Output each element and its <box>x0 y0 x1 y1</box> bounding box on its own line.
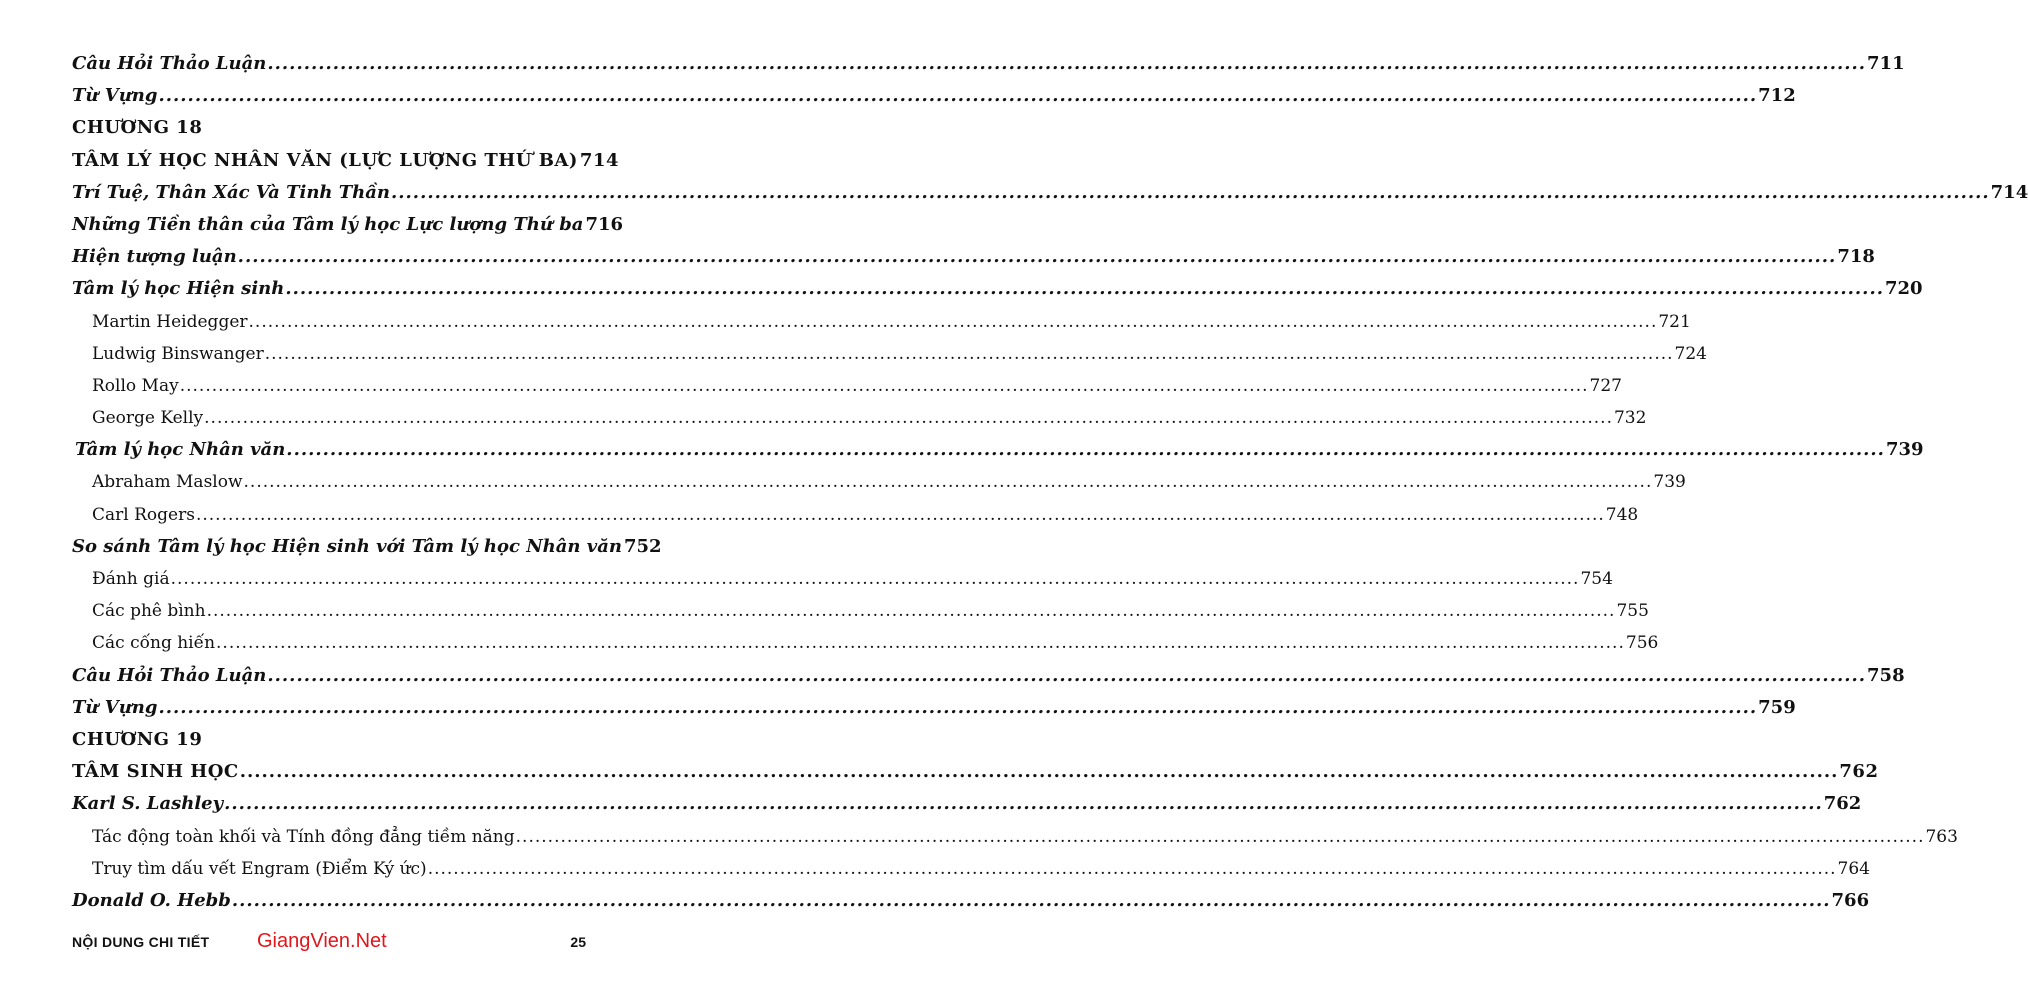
toc-entry <box>72 821 1958 853</box>
watermark-text: GiangVien.Net <box>257 930 387 952</box>
toc-entry <box>72 531 662 563</box>
toc-entry-title: Những Tiền thân của Tâm lý học Lực lượng Thứ ba <box>72 213 584 235</box>
toc-entry <box>72 338 1707 370</box>
dot-leader: ............................................................................................................................................................................................................................ <box>224 793 1823 815</box>
dot-leader: ............................................................................................................................................................................................................................ <box>237 246 1837 268</box>
dot-leader: ............................................................................................................................................................................................................................ <box>195 504 1605 525</box>
toc-entry <box>72 48 1905 80</box>
dot-leader: ............................................................................................................................................................................................................................ <box>285 278 1884 300</box>
toc-entry-page: 732 <box>1613 408 1647 429</box>
dot-leader: ............................................................................................................................................................................................................................ <box>204 408 1613 429</box>
toc-entry <box>72 627 1659 659</box>
toc-entry-title: Các cống hiến <box>92 633 216 654</box>
toc-entry <box>72 306 1691 338</box>
dot-leader: ............................................................................................................................................................................................................................ <box>179 375 1589 396</box>
dot-leader: ............................................................................................................................................................................................................................ <box>515 826 1925 847</box>
toc-entry-title: George Kelly <box>92 408 204 429</box>
toc-entry-page: 711 <box>1867 53 1905 74</box>
toc-entry-title: Câu Hỏi Thảo Luận <box>72 53 267 74</box>
toc-entry-title: Các phê bình <box>92 601 206 622</box>
toc-entry <box>72 177 2028 209</box>
toc-entry-title: Ludwig Binswanger <box>92 343 264 364</box>
toc-entry-title: Tác động toàn khối và Tính đồng đẳng tiềm năng <box>92 826 515 847</box>
toc-entry-title: Karl S. Lashley <box>72 793 224 815</box>
toc-entry-title: Từ Vựng <box>72 85 158 107</box>
toc-entry <box>72 499 1639 531</box>
toc-entry <box>72 209 624 241</box>
toc-entry-title: Abraham Maslow <box>92 472 243 493</box>
toc-entry-page: 739 <box>1885 439 1924 461</box>
toc-entry-title: Đánh giá <box>92 569 170 589</box>
dot-leader: ............................................................................................................................................................................................................................ <box>391 181 1990 203</box>
dot-leader: ............................................................................................................................................................................................................................ <box>264 343 1674 364</box>
dot-leader: ............................................................................................................................................................................................................................ <box>248 311 1658 332</box>
dot-leader: ............................................................................................................................................................................................................................ <box>231 889 1831 911</box>
toc-entry-page: 714 <box>579 149 619 171</box>
running-header-title: NỘI DUNG CHI TIẾT <box>72 934 210 950</box>
toc-entry <box>72 402 1647 434</box>
toc-entry <box>72 434 1924 466</box>
toc-entry-page: 759 <box>1758 696 1796 718</box>
toc-entry <box>72 241 1875 273</box>
toc-entry-title: Rollo May <box>92 375 179 396</box>
page-number: 25 <box>570 934 586 950</box>
toc-entry-page: 712 <box>1758 85 1796 107</box>
toc-entry-page: 763 <box>1925 826 1958 847</box>
toc-entry-page: 762 <box>1823 793 1862 815</box>
toc-entry-page: 755 <box>1616 601 1649 622</box>
toc-entry <box>72 145 619 177</box>
chapter-heading <box>72 112 586 144</box>
toc-entry-title: TÂM LÝ HỌC NHÂN VĂN (LỰC LƯỢNG THỨ BA) <box>72 149 578 171</box>
toc-entry <box>72 660 1905 692</box>
dot-leader: ............................................................................................................................................................................................................................ <box>206 601 1616 622</box>
toc-entry-title: Câu Hỏi Thảo Luận <box>72 664 267 686</box>
toc-entry <box>72 885 1870 917</box>
toc-entry <box>72 853 1870 885</box>
toc-entry <box>72 466 1686 498</box>
toc-entry-page: 716 <box>585 213 624 235</box>
toc-entry-title: CHƯƠNG 19 <box>72 728 203 750</box>
toc-entry-page: 764 <box>1837 858 1870 879</box>
toc-entry-title: Martin Heidegger <box>92 311 248 332</box>
table-of-contents <box>72 48 2028 917</box>
toc-entry-title: Carl Rogers <box>92 504 195 525</box>
dot-leader: ............................................................................................................................................................................................................................ <box>267 53 1867 74</box>
toc-entry-title: Trí Tuệ, Thân Xác Và Tinh Thần <box>72 181 390 203</box>
toc-entry-title: Hiện tượng luận <box>72 246 237 268</box>
chapter-heading <box>72 724 586 756</box>
toc-entry-page: 739 <box>1653 472 1686 493</box>
toc-entry-title: Từ Vựng <box>72 696 158 718</box>
dot-leader: ............................................................................................................................................................................................................................ <box>170 569 1580 589</box>
dot-leader: ............................................................................................................................................................................................................................ <box>158 696 1758 718</box>
toc-entry-page: 758 <box>1867 664 1905 686</box>
toc-entry-page: 718 <box>1837 246 1875 268</box>
toc-entry-title: CHƯƠNG 18 <box>72 117 203 139</box>
dot-leader: ............................................................................................................................................................................................................................ <box>243 472 1653 493</box>
toc-entry-page: 720 <box>1884 278 1923 300</box>
toc-entry-page: 756 <box>1625 633 1659 654</box>
toc-entry-title: Donald O. Hebb <box>72 889 231 911</box>
toc-entry <box>72 692 1796 724</box>
toc-entry-page: 754 <box>1580 569 1613 589</box>
toc-entry-page: 727 <box>1589 375 1622 396</box>
dot-leader: ............................................................................................................................................................................................................................ <box>427 858 1837 879</box>
dot-leader: ............................................................................................................................................................................................................................ <box>267 664 1867 686</box>
toc-entry <box>72 756 1879 788</box>
toc-entry-title: So sánh Tâm lý học Hiện sinh với Tâm lý học Nhân văn <box>72 535 622 557</box>
toc-entry <box>72 273 1923 305</box>
toc-entry-title: Tâm lý học Nhân văn <box>75 439 286 461</box>
toc-entry <box>72 788 1862 820</box>
toc-entry-page: 721 <box>1658 311 1691 332</box>
toc-entry <box>72 80 1796 112</box>
toc-entry-page: 752 <box>623 535 662 557</box>
toc-entry-page: 766 <box>1831 889 1870 911</box>
toc-entry-title: Truy tìm dấu vết Engram (Điểm Ký ức) <box>92 858 427 879</box>
toc-entry-page: 714 <box>1990 181 2028 203</box>
toc-entry <box>72 595 1649 627</box>
dot-leader: ............................................................................................................................................................................................................................ <box>158 85 1758 107</box>
toc-entry <box>72 563 1613 595</box>
dot-leader: ............................................................................................................................................................................................................................ <box>216 633 1625 654</box>
toc-entry-page: 762 <box>1839 761 1879 783</box>
toc-entry-page: 724 <box>1674 343 1707 364</box>
toc-entry-title: TÂM SINH HỌC <box>72 761 239 783</box>
dot-leader: ............................................................................................................................................................................................................................ <box>239 761 1839 783</box>
toc-entry-page: 748 <box>1605 504 1639 525</box>
toc-entry-title: Tâm lý học Hiện sinh <box>72 278 285 300</box>
toc-entry <box>72 370 1622 402</box>
dot-leader: ............................................................................................................................................................................................................................ <box>286 439 1885 461</box>
page-footer <box>72 930 586 958</box>
